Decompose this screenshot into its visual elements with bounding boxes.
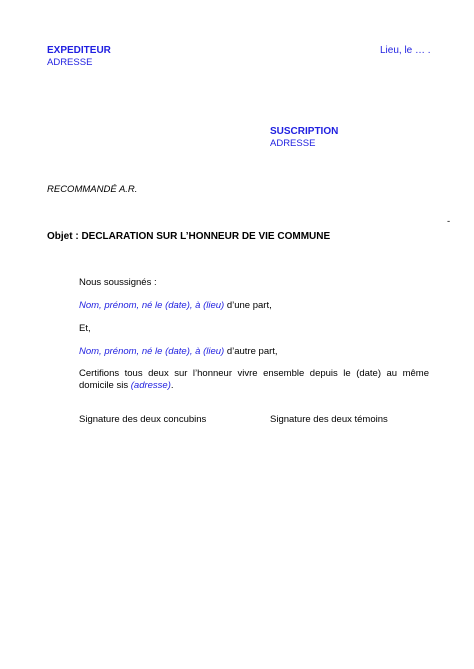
person2-placeholder: Nom, prénom, né le (date), à (lieu) [79,346,225,357]
sender-address: ADRESSE [47,57,93,68]
person2-line [79,346,278,358]
place-date: Lieu, le … . [380,45,431,56]
person1-suffix: d’une part, [224,300,272,311]
opening-line [79,277,157,289]
recipient-title: SUSCRIPTION [270,126,339,137]
certify-line-2 [79,380,429,392]
certify-line-2-prefix: domicile sis [79,380,131,391]
mailing-type: RECOMMANDÉ A.R. [47,184,138,195]
subject-line: Objet : DECLARATION SUR L’HONNEUR DE VIE COMMUNE [47,231,331,242]
certify-line-1: Certifions tous deux sur l’honneur vivre ensemble depuis le (date) au même [79,368,429,379]
sender-title: EXPEDITEUR [47,45,111,56]
side-mark: - [447,216,451,227]
recipient-address: ADRESSE [270,138,316,149]
opening-text: Nous soussignés : [79,277,157,288]
signature-right: Signature des deux témoins [270,414,388,425]
connector-text: Et, [79,323,91,334]
certify-address-placeholder: (adresse) [130,380,171,391]
connector-line [79,323,91,335]
certify-paragraph [79,368,429,392]
certify-line-2-suffix: . [170,380,174,391]
person2-suffix: d’autre part, [224,346,278,357]
person1-line [79,300,272,312]
signature-left: Signature des deux concubins [79,414,207,425]
person1-placeholder: Nom, prénom, né le (date), à (lieu) [79,300,225,311]
